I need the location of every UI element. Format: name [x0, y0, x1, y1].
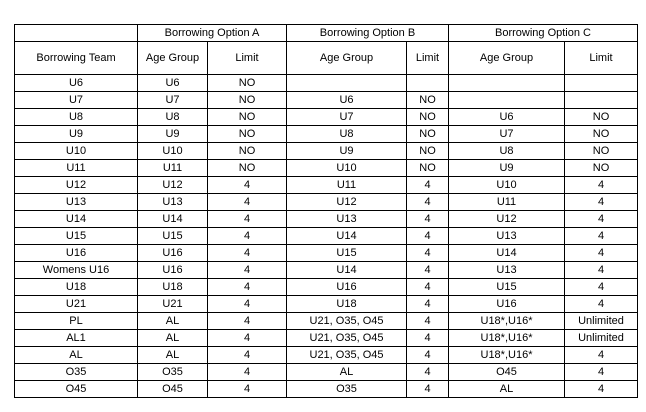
age-group-b-cell: O35	[287, 381, 407, 398]
borrowing-team-cell: U10	[15, 143, 138, 160]
limit-c-cell: 4	[565, 262, 638, 279]
age-group-b-cell: U15	[287, 245, 407, 262]
borrowing-team-cell: U18	[15, 279, 138, 296]
limit-a-cell: 4	[208, 296, 287, 313]
limit-b-cell: 4	[407, 211, 449, 228]
borrowing-team-cell: U7	[15, 92, 138, 109]
age-group-c-cell: U13	[449, 228, 565, 245]
borrowing-team-cell: U11	[15, 160, 138, 177]
corner-cell	[15, 25, 138, 42]
age-group-a-cell: U6	[138, 75, 208, 92]
limit-a-cell: 4	[208, 347, 287, 364]
column-header-row	[15, 42, 638, 75]
age-group-c-cell: U14	[449, 245, 565, 262]
age-group-a-cell: U14	[138, 211, 208, 228]
table-row	[15, 381, 638, 398]
limit-c-cell: 4	[565, 364, 638, 381]
age-group-b-cell: U9	[287, 143, 407, 160]
borrowing-team-cell: AL1	[15, 330, 138, 347]
limit-b-header: Limit	[407, 42, 449, 75]
age-group-a-cell: AL	[138, 347, 208, 364]
age-group-c-cell: U10	[449, 177, 565, 194]
age-group-c-cell: AL	[449, 381, 565, 398]
borrowing-team-cell: O45	[15, 381, 138, 398]
age-group-b-cell: U14	[287, 262, 407, 279]
borrowing-team-cell: U21	[15, 296, 138, 313]
age-group-a-cell: U16	[138, 245, 208, 262]
table-row	[15, 262, 638, 279]
age-group-b-cell: U18	[287, 296, 407, 313]
limit-a-cell: NO	[208, 75, 287, 92]
limit-c-cell: 4	[565, 381, 638, 398]
borrowing-team-cell: U13	[15, 194, 138, 211]
limit-c-cell: 4	[565, 194, 638, 211]
age-group-b-cell: U21, O35, O45	[287, 313, 407, 330]
age-group-a-cell: U13	[138, 194, 208, 211]
age-group-a-cell: U11	[138, 160, 208, 177]
option-c-header: Borrowing Option C	[449, 25, 638, 42]
limit-a-cell: 4	[208, 194, 287, 211]
table-row	[15, 126, 638, 143]
limit-b-cell: 4	[407, 381, 449, 398]
table-row	[15, 245, 638, 262]
table-row	[15, 228, 638, 245]
age-group-b-cell	[287, 75, 407, 92]
age-group-b-cell: U6	[287, 92, 407, 109]
age-group-b-cell: U14	[287, 228, 407, 245]
limit-c-cell: NO	[565, 143, 638, 160]
limit-c-cell: 4	[565, 211, 638, 228]
limit-b-cell: 4	[407, 228, 449, 245]
age-group-b-cell: U12	[287, 194, 407, 211]
age-group-a-cell: U21	[138, 296, 208, 313]
borrowing-team-cell: U9	[15, 126, 138, 143]
limit-c-cell: Unlimited	[565, 330, 638, 347]
limit-a-cell: 4	[208, 330, 287, 347]
limit-a-cell: 4	[208, 211, 287, 228]
age-group-b-header: Age Group	[287, 42, 407, 75]
limit-a-cell: NO	[208, 126, 287, 143]
age-group-c-cell: U15	[449, 279, 565, 296]
table-row	[15, 347, 638, 364]
age-group-b-cell: AL	[287, 364, 407, 381]
age-group-b-cell: U7	[287, 109, 407, 126]
limit-b-cell: 4	[407, 177, 449, 194]
borrowing-team-cell: Womens U16	[15, 262, 138, 279]
limit-a-cell: 4	[208, 228, 287, 245]
table-row	[15, 92, 638, 109]
age-group-c-cell: U18*,U16*	[449, 313, 565, 330]
limit-c-cell: 4	[565, 279, 638, 296]
option-b-header: Borrowing Option B	[287, 25, 449, 42]
table-row	[15, 194, 638, 211]
table-row	[15, 177, 638, 194]
limit-b-cell: 4	[407, 347, 449, 364]
limit-a-cell: 4	[208, 245, 287, 262]
limit-b-cell: 4	[407, 313, 449, 330]
limit-a-cell: NO	[208, 143, 287, 160]
age-group-b-cell: U21, O35, O45	[287, 330, 407, 347]
age-group-c-cell: U8	[449, 143, 565, 160]
age-group-c-cell: U12	[449, 211, 565, 228]
age-group-c-cell: U16	[449, 296, 565, 313]
limit-a-header: Limit	[208, 42, 287, 75]
limit-c-cell	[565, 75, 638, 92]
age-group-a-cell: U8	[138, 109, 208, 126]
limit-b-cell: NO	[407, 160, 449, 177]
limit-a-cell: 4	[208, 313, 287, 330]
borrowing-team-cell: U8	[15, 109, 138, 126]
limit-a-cell: 4	[208, 177, 287, 194]
table-body	[15, 75, 638, 398]
table-row	[15, 143, 638, 160]
limit-c-cell	[565, 92, 638, 109]
age-group-c-cell: U6	[449, 109, 565, 126]
age-group-b-cell: U11	[287, 177, 407, 194]
limit-c-cell: 4	[565, 347, 638, 364]
limit-a-cell: NO	[208, 160, 287, 177]
borrowing-team-header: Borrowing Team	[15, 42, 138, 75]
limit-b-cell: 4	[407, 330, 449, 347]
table-row	[15, 109, 638, 126]
limit-c-header: Limit	[565, 42, 638, 75]
table-row	[15, 160, 638, 177]
age-group-a-cell: U15	[138, 228, 208, 245]
limit-b-cell: 4	[407, 364, 449, 381]
borrowing-team-cell: U16	[15, 245, 138, 262]
borrowing-team-cell: U6	[15, 75, 138, 92]
limit-a-cell: 4	[208, 364, 287, 381]
limit-c-cell: 4	[565, 177, 638, 194]
borrowing-team-cell: U15	[15, 228, 138, 245]
age-group-a-cell: O35	[138, 364, 208, 381]
borrowing-team-cell: U12	[15, 177, 138, 194]
table-row	[15, 279, 638, 296]
table-row	[15, 75, 638, 92]
age-group-c-header: Age Group	[449, 42, 565, 75]
age-group-a-cell: O45	[138, 381, 208, 398]
age-group-a-cell: AL	[138, 330, 208, 347]
limit-a-cell: NO	[208, 109, 287, 126]
spreadsheet	[14, 24, 638, 398]
limit-c-cell: NO	[565, 126, 638, 143]
limit-b-cell: 4	[407, 194, 449, 211]
age-group-c-cell: U18*,U16*	[449, 347, 565, 364]
age-group-c-cell: U13	[449, 262, 565, 279]
borrowing-options-table	[14, 24, 638, 398]
borrowing-team-cell: O35	[15, 364, 138, 381]
age-group-c-cell: U9	[449, 160, 565, 177]
borrowing-team-cell: U14	[15, 211, 138, 228]
age-group-a-cell: U10	[138, 143, 208, 160]
age-group-c-cell	[449, 92, 565, 109]
age-group-a-cell: U16	[138, 262, 208, 279]
age-group-a-header: Age Group	[138, 42, 208, 75]
age-group-b-cell: U21, O35, O45	[287, 347, 407, 364]
age-group-c-cell: U11	[449, 194, 565, 211]
option-a-header: Borrowing Option A	[138, 25, 287, 42]
limit-a-cell: 4	[208, 279, 287, 296]
table-row	[15, 313, 638, 330]
age-group-a-cell: U18	[138, 279, 208, 296]
limit-b-cell: 4	[407, 279, 449, 296]
age-group-a-cell: U7	[138, 92, 208, 109]
age-group-c-cell: U18*,U16*	[449, 330, 565, 347]
table-row	[15, 296, 638, 313]
limit-b-cell: 4	[407, 245, 449, 262]
limit-c-cell: 4	[565, 245, 638, 262]
limit-b-cell: 4	[407, 296, 449, 313]
age-group-c-cell: U7	[449, 126, 565, 143]
limit-c-cell: NO	[565, 160, 638, 177]
limit-a-cell: 4	[208, 262, 287, 279]
limit-a-cell: 4	[208, 381, 287, 398]
limit-c-cell: 4	[565, 228, 638, 245]
age-group-c-cell	[449, 75, 565, 92]
table-row	[15, 330, 638, 347]
age-group-b-cell: U10	[287, 160, 407, 177]
limit-c-cell: Unlimited	[565, 313, 638, 330]
age-group-b-cell: U8	[287, 126, 407, 143]
limit-b-cell	[407, 75, 449, 92]
limit-b-cell: 4	[407, 262, 449, 279]
age-group-b-cell: U13	[287, 211, 407, 228]
borrowing-team-cell: AL	[15, 347, 138, 364]
option-header-row	[15, 25, 638, 42]
age-group-a-cell: AL	[138, 313, 208, 330]
limit-a-cell: NO	[208, 92, 287, 109]
age-group-b-cell: U16	[287, 279, 407, 296]
limit-b-cell: NO	[407, 126, 449, 143]
limit-c-cell: NO	[565, 109, 638, 126]
borrowing-team-cell: PL	[15, 313, 138, 330]
age-group-c-cell: O45	[449, 364, 565, 381]
limit-b-cell: NO	[407, 92, 449, 109]
table-row	[15, 211, 638, 228]
limit-b-cell: NO	[407, 143, 449, 160]
table-row	[15, 364, 638, 381]
limit-c-cell: 4	[565, 296, 638, 313]
age-group-a-cell: U9	[138, 126, 208, 143]
age-group-a-cell: U12	[138, 177, 208, 194]
limit-b-cell: NO	[407, 109, 449, 126]
